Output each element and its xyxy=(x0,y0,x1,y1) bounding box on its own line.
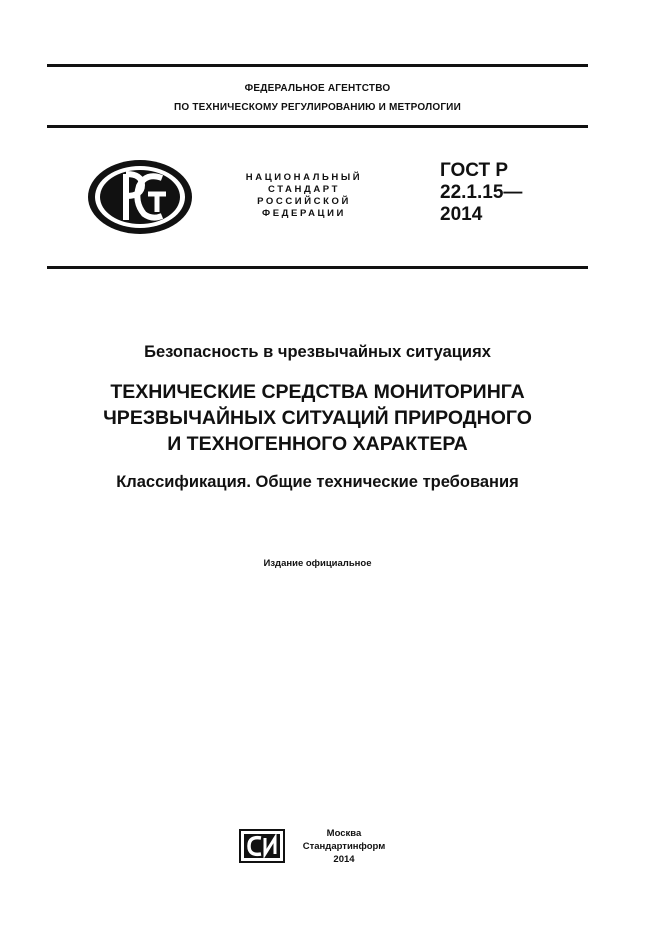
publisher-city: Москва xyxy=(326,828,362,839)
agency-line-1: ФЕДЕРАЛЬНОЕ АГЕНТСТВО xyxy=(244,83,391,94)
national-line-4: ФЕДЕРАЦИИ xyxy=(262,208,346,219)
edition-label: Издание официальное xyxy=(263,558,372,569)
standard-number-line-1: ГОСТ Р xyxy=(440,160,509,181)
subtitle: Классификация. Общие технические требования xyxy=(116,473,519,491)
publisher-name: Стандартинформ xyxy=(302,841,386,852)
standard-number-line-2: 22.1.15— xyxy=(440,182,523,203)
main-title-line-1: ТЕХНИЧЕСКИЕ СРЕДСТВА МОНИТОРИНГА xyxy=(110,381,525,403)
national-line-1: НАЦИОНАЛЬНЫЙ xyxy=(245,172,363,183)
national-standard-label xyxy=(230,172,378,220)
publisher-block xyxy=(290,827,398,866)
national-line-2: СТАНДАРТ xyxy=(268,184,340,195)
main-title-line-3: И ТЕХНОГЕННОГО ХАРАКТЕРА xyxy=(167,433,468,455)
standard-number xyxy=(440,160,522,226)
standartinform-emblem-icon xyxy=(239,829,285,863)
national-line-3: РОССИЙСКОЙ xyxy=(257,196,351,207)
header-rule xyxy=(47,125,588,128)
agency-line-2: ПО ТЕХНИЧЕСКОМУ РЕГУЛИРОВАНИЮ И МЕТРОЛОГИИ xyxy=(174,102,461,113)
standard-number-line-3: 2014 xyxy=(440,204,483,225)
main-title-line-2: ЧРЕЗВЫЧАЙНЫХ СИТУАЦИЙ ПРИРОДНОГО xyxy=(103,407,532,429)
top-rule xyxy=(47,64,588,67)
gost-r-emblem-icon xyxy=(86,158,194,236)
series-title: Безопасность в чрезвычайных ситуациях xyxy=(144,343,491,361)
publisher-year: 2014 xyxy=(333,854,355,865)
main-title xyxy=(47,379,588,457)
standard-rule xyxy=(47,266,588,269)
